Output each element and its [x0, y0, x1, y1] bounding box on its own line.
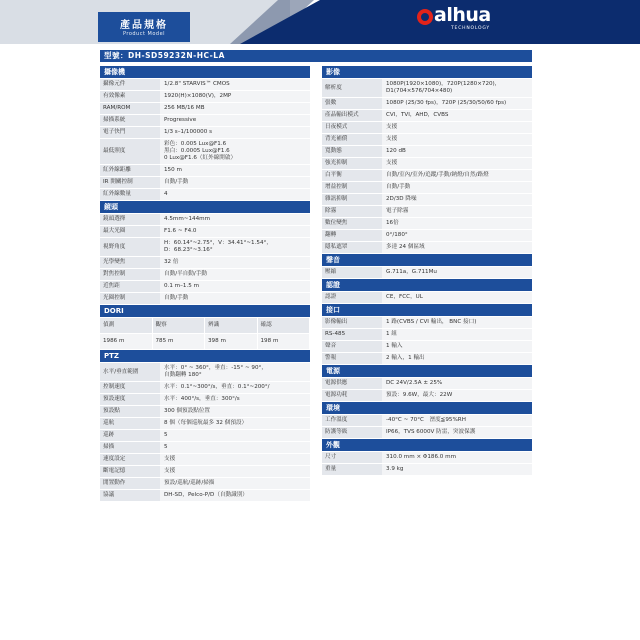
spec-row [100, 189, 310, 201]
spec-value-line: 300 個預設點位置 [164, 408, 211, 414]
spec-label: 控制速度 [100, 382, 160, 393]
spec-label: 影像輸出 [322, 317, 382, 328]
spec-label: 寬動態 [322, 146, 382, 157]
spec-value [160, 165, 310, 176]
spec-value-line: 自動翻轉 180° [164, 372, 202, 378]
dori-value-cell: 398 m [205, 334, 258, 349]
spec-value-line: 預設：9.6W，最大：22W [386, 392, 453, 398]
section-header-environment: 環境 [322, 402, 532, 414]
dori-header-row [100, 318, 310, 334]
spec-value [382, 464, 532, 475]
spec-value-line: 150 m [164, 167, 182, 173]
spec-row [100, 281, 310, 293]
section-header-dori: DORI [100, 305, 310, 317]
spec-label: 電子快門 [100, 127, 160, 138]
spec-value-line: 0°/180° [386, 232, 408, 238]
spec-value [382, 267, 532, 278]
spec-value-line: 自動/手動 [164, 295, 189, 301]
spec-value-line: 4 [164, 191, 168, 197]
spec-value-line: 2D/3D 降噪 [386, 196, 417, 202]
spec-label: 認證 [322, 292, 382, 303]
spec-row [322, 415, 532, 427]
section-header-audio: 聲音 [322, 254, 532, 266]
spec-value [382, 242, 532, 253]
spec-row [322, 329, 532, 341]
spec-label: 尺寸 [322, 452, 382, 463]
spec-value-line: 預設/巡航/巡跡/掃描 [164, 480, 215, 486]
spec-value [382, 146, 532, 157]
spec-value-line: 支援 [386, 124, 398, 130]
spec-label: 閒置動作 [100, 478, 160, 489]
spec-value [160, 406, 310, 417]
spec-value-line: 1/2.8" STARVIS™ CMOS [164, 81, 230, 87]
spec-row [100, 382, 310, 394]
spec-value-line: 支援 [386, 136, 398, 142]
spec-value [160, 226, 310, 237]
spec-value [160, 418, 310, 429]
dori-value-cell: 1986 m [100, 334, 153, 349]
spec-label: 隱私遮罩 [322, 242, 382, 253]
dori-header-cell: 確認 [258, 318, 311, 333]
spec-value-line: 1080P (25/30 fps)，720P (25/30/50/60 fps) [386, 100, 507, 106]
spec-value [382, 79, 532, 97]
spec-value-line: 自動/室內/室外/追蹤/手動/鈉燈/自然/路燈 [386, 172, 489, 178]
spec-value [382, 390, 532, 401]
spec-label: 強光抑制 [322, 158, 382, 169]
spec-label: 解析度 [322, 79, 382, 97]
section-header-video: 影像 [322, 66, 532, 78]
spec-value-line: 310.0 mm × Φ186.0 mm [386, 454, 457, 460]
spec-value-line: 0.1 m–1.5 m [164, 283, 200, 289]
spec-value [160, 189, 310, 200]
spec-label: 掃描系統 [100, 115, 160, 126]
spec-value-line: 32 倍 [164, 259, 179, 265]
spec-value-line: 16倍 [386, 220, 399, 226]
spec-value [382, 353, 532, 364]
spec-value [382, 230, 532, 241]
spec-label: 雜訊抑制 [322, 194, 382, 205]
spec-row [322, 452, 532, 464]
spec-row [100, 406, 310, 418]
spec-value [382, 415, 532, 426]
spec-label: 紅外線距離 [100, 165, 160, 176]
spec-value-line: 自動/手動 [386, 184, 411, 190]
spec-label: 壓縮 [322, 267, 382, 278]
spec-label: 巡航 [100, 418, 160, 429]
spec-value-line: CVI，TVI，AHD，CVBS [386, 112, 449, 118]
dori-value-cell: 785 m [153, 334, 206, 349]
spec-row [322, 134, 532, 146]
spec-value [160, 382, 310, 393]
spec-value-line: G.711a，G.711Mu [386, 269, 437, 275]
spec-value [382, 122, 532, 133]
spec-row [322, 378, 532, 390]
spec-label: 光學變焦 [100, 257, 160, 268]
spec-label: 增益控制 [322, 182, 382, 193]
spec-row [100, 139, 310, 165]
spec-row [100, 442, 310, 454]
spec-row [100, 478, 310, 490]
spec-row [322, 230, 532, 242]
spec-row [100, 226, 310, 238]
brand-logo [417, 4, 537, 38]
spec-label: 水平/垂直範圍 [100, 363, 160, 381]
spec-label: RAM/ROM [100, 103, 160, 114]
model-number-bar: 型號：DH-SD59232N-HC-LA [100, 50, 532, 62]
spec-value [160, 269, 310, 280]
spec-value-line: 1/3 s–1/100000 s [164, 129, 212, 135]
spec-label: 工作溫度 [322, 415, 382, 426]
spec-label: 白平衡 [322, 170, 382, 181]
section-header-appearance: 外觀 [322, 439, 532, 451]
spec-value-line: 5 [164, 432, 168, 438]
spec-value-line: 自動/手動 [164, 179, 189, 185]
spec-label: 張數 [322, 98, 382, 109]
spec-label: 協議 [100, 490, 160, 501]
spec-label: 速度設定 [100, 454, 160, 465]
spec-row [100, 214, 310, 226]
header-banner [0, 0, 640, 44]
logo-tagline: TECHNOLOGY [451, 26, 490, 31]
spec-row [100, 490, 310, 502]
spec-value [160, 103, 310, 114]
section-header-power: 電源 [322, 365, 532, 377]
spec-label: 聲音 [322, 341, 382, 352]
spec-value [382, 378, 532, 389]
spec-label: 巡跡 [100, 430, 160, 441]
spec-value-line: 水平：400°/s，垂直：300°/s [164, 396, 240, 402]
page-subtitle: Product Model [122, 31, 166, 37]
spec-value [160, 466, 310, 477]
spec-value-line: 多達 24 個區域 [386, 244, 425, 250]
spec-value [382, 329, 532, 340]
spec-row [322, 242, 532, 254]
logo-wordmark: alhua [434, 4, 491, 26]
spec-row [322, 158, 532, 170]
spec-label: 背光補償 [322, 134, 382, 145]
spec-label: 重量 [322, 464, 382, 475]
spec-value [160, 490, 310, 501]
spec-row [322, 182, 532, 194]
dori-value-cell: 198 m [258, 334, 311, 349]
spec-label: 視野角度 [100, 238, 160, 256]
spec-value-line: 0 Lux@F1.6（紅外線開啟） [164, 155, 237, 161]
spec-value [160, 214, 310, 225]
spec-value-line: 1 組 [386, 331, 397, 337]
spec-value-line: 水平：0° ~ 360°，垂直：-15° ~ 90°， [164, 365, 267, 371]
spec-row [322, 292, 532, 304]
spec-label: 數位變焦 [322, 218, 382, 229]
spec-value [160, 238, 310, 256]
spec-value [382, 134, 532, 145]
section-header-interface: 接口 [322, 304, 532, 316]
spec-value-line: 水平：0.1°~300°/s，垂直：0.1°~200°/ [164, 384, 270, 390]
spec-value-line: D：68.23°~3.16° [164, 247, 213, 253]
dori-header-cell: 辨識 [205, 318, 258, 333]
spec-label: 電源供應 [322, 378, 382, 389]
spec-label: 紅外線數量 [100, 189, 160, 200]
spec-value [160, 79, 310, 90]
spec-value [382, 158, 532, 169]
spec-value-line: 電子除霧 [386, 208, 409, 214]
spec-row [322, 341, 532, 353]
spec-value-line: 支援 [164, 456, 176, 462]
spec-row [100, 269, 310, 281]
spec-value [382, 218, 532, 229]
spec-value-line: 4.5mm~144mm [164, 216, 211, 222]
spec-value [382, 170, 532, 181]
spec-value-line: H：60.14°~2.75°，V：34.41°~1.54°， [164, 240, 272, 246]
spec-row [100, 394, 310, 406]
spec-label: 除霧 [322, 206, 382, 217]
spec-value-line: IP66，TVS 6000V 防雷，突波保護 [386, 429, 476, 435]
spec-row [100, 466, 310, 478]
spec-value [382, 110, 532, 121]
spec-value-line: 3.9 kg [386, 466, 404, 472]
spec-value [382, 206, 532, 217]
spec-row [322, 98, 532, 110]
spec-row [100, 430, 310, 442]
spec-row [100, 293, 310, 305]
spec-value-line: D1(704×576/704×480) [386, 88, 453, 94]
spec-value [160, 478, 310, 489]
spec-row [100, 257, 310, 269]
spec-value-line: 120 dB [386, 148, 406, 154]
spec-row [100, 363, 310, 382]
spec-row [322, 464, 532, 476]
spec-value [160, 177, 310, 188]
spec-value [160, 257, 310, 268]
spec-value-line: 彩色：0.005 Lux@F1.6 [164, 141, 227, 147]
spec-label: RS-485 [322, 329, 382, 340]
right-spec-column [322, 66, 532, 476]
spec-row [100, 127, 310, 139]
left-spec-column [100, 66, 310, 502]
spec-value [160, 91, 310, 102]
section-header-lens: 鏡頭 [100, 201, 310, 213]
spec-value [382, 427, 532, 438]
spec-row [322, 218, 532, 230]
spec-row [322, 170, 532, 182]
spec-row [100, 177, 310, 189]
spec-value-line: 1 輸入 [386, 343, 403, 349]
spec-label: 警報 [322, 353, 382, 364]
dori-header-cell: 偵測 [100, 318, 153, 333]
spec-row [100, 418, 310, 430]
spec-value [382, 292, 532, 303]
spec-row [322, 267, 532, 279]
spec-label: 預設速度 [100, 394, 160, 405]
spec-value-line: 支援 [164, 468, 176, 474]
spec-row [322, 206, 532, 218]
spec-value [382, 182, 532, 193]
spec-label: 有效像素 [100, 91, 160, 102]
spec-value-line: 支援 [386, 160, 398, 166]
spec-value [160, 394, 310, 405]
spec-row [322, 427, 532, 439]
spec-label: 最低照度 [100, 139, 160, 164]
spec-value [160, 363, 310, 381]
spec-label: 鏡頭選擇 [100, 214, 160, 225]
spec-label: 掃描 [100, 442, 160, 453]
page-title: 產品規格 [120, 20, 168, 31]
spec-row [100, 165, 310, 177]
spec-label: 翻轉 [322, 230, 382, 241]
spec-value-line: -40°C ~ 70°C 溼度≦95%RH [386, 417, 466, 423]
spec-value-line: Progressive [164, 117, 197, 123]
dori-header-cell: 觀察 [153, 318, 206, 333]
section-header-ptz: PTZ [100, 350, 310, 362]
spec-row [100, 115, 310, 127]
logo-ring-icon [417, 9, 433, 25]
dori-value-row [100, 334, 310, 350]
spec-row [322, 146, 532, 158]
spec-value-line: 自動/半自動/手動 [164, 271, 207, 277]
spec-value [160, 454, 310, 465]
spec-value [382, 317, 532, 328]
spec-label: 斷電記憶 [100, 466, 160, 477]
spec-value [160, 430, 310, 441]
spec-row [100, 454, 310, 466]
spec-row [100, 103, 310, 115]
spec-row [322, 317, 532, 329]
spec-value-line: 黑白：0.0005 Lux@F1.6 [164, 148, 230, 154]
spec-value-line: 8 個（每個巡航最多 32 個預設） [164, 420, 248, 426]
spec-value-line: DC 24V/2.5A ± 25% [386, 380, 443, 386]
spec-label: 日夜模式 [322, 122, 382, 133]
spec-value-line: 1 路(CVBS / CVI 輸出， BNC 接口) [386, 319, 477, 325]
spec-value [382, 98, 532, 109]
spec-row [322, 122, 532, 134]
spec-value [382, 194, 532, 205]
spec-label: IR 開關控制 [100, 177, 160, 188]
spec-value [160, 115, 310, 126]
spec-value [382, 341, 532, 352]
spec-label: 對焦控制 [100, 269, 160, 280]
section-header-certification: 認證 [322, 279, 532, 291]
spec-value-line: 1080P(1920×1080)，720P(1280×720)， [386, 81, 501, 87]
spec-row [100, 238, 310, 257]
spec-value-line: 5 [164, 444, 168, 450]
spec-value-line: DH-SD，Pelco-P/D（自動識別） [164, 492, 248, 498]
spec-value-line: 1920(H)×1080(V)，2MP [164, 93, 232, 99]
spec-value [160, 281, 310, 292]
section-header-camera: 攝像機 [100, 66, 310, 78]
spec-value-line: F1.6 ~ F4.0 [164, 228, 197, 234]
spec-label: 防護等級 [322, 427, 382, 438]
spec-row [322, 110, 532, 122]
spec-row [322, 390, 532, 402]
spec-label: 光圈控制 [100, 293, 160, 304]
spec-value-line: 256 MB/16 MB [164, 105, 205, 111]
spec-value [160, 442, 310, 453]
spec-row [100, 91, 310, 103]
spec-label: 產品輸出模式 [322, 110, 382, 121]
spec-label: 近焦距 [100, 281, 160, 292]
spec-value [160, 139, 310, 164]
spec-row [322, 353, 532, 365]
spec-value [382, 452, 532, 463]
spec-value [160, 127, 310, 138]
spec-label: 攝像元件 [100, 79, 160, 90]
spec-value [160, 293, 310, 304]
spec-label: 最大光圈 [100, 226, 160, 237]
spec-row [322, 194, 532, 206]
spec-label: 預設點 [100, 406, 160, 417]
spec-value-line: 2 輸入，1 輸出 [386, 355, 425, 361]
spec-row [100, 79, 310, 91]
spec-label: 電源功耗 [322, 390, 382, 401]
spec-row [322, 79, 532, 98]
spec-value-line: CE，FCC，UL [386, 294, 423, 300]
page-title-tab [98, 12, 190, 42]
